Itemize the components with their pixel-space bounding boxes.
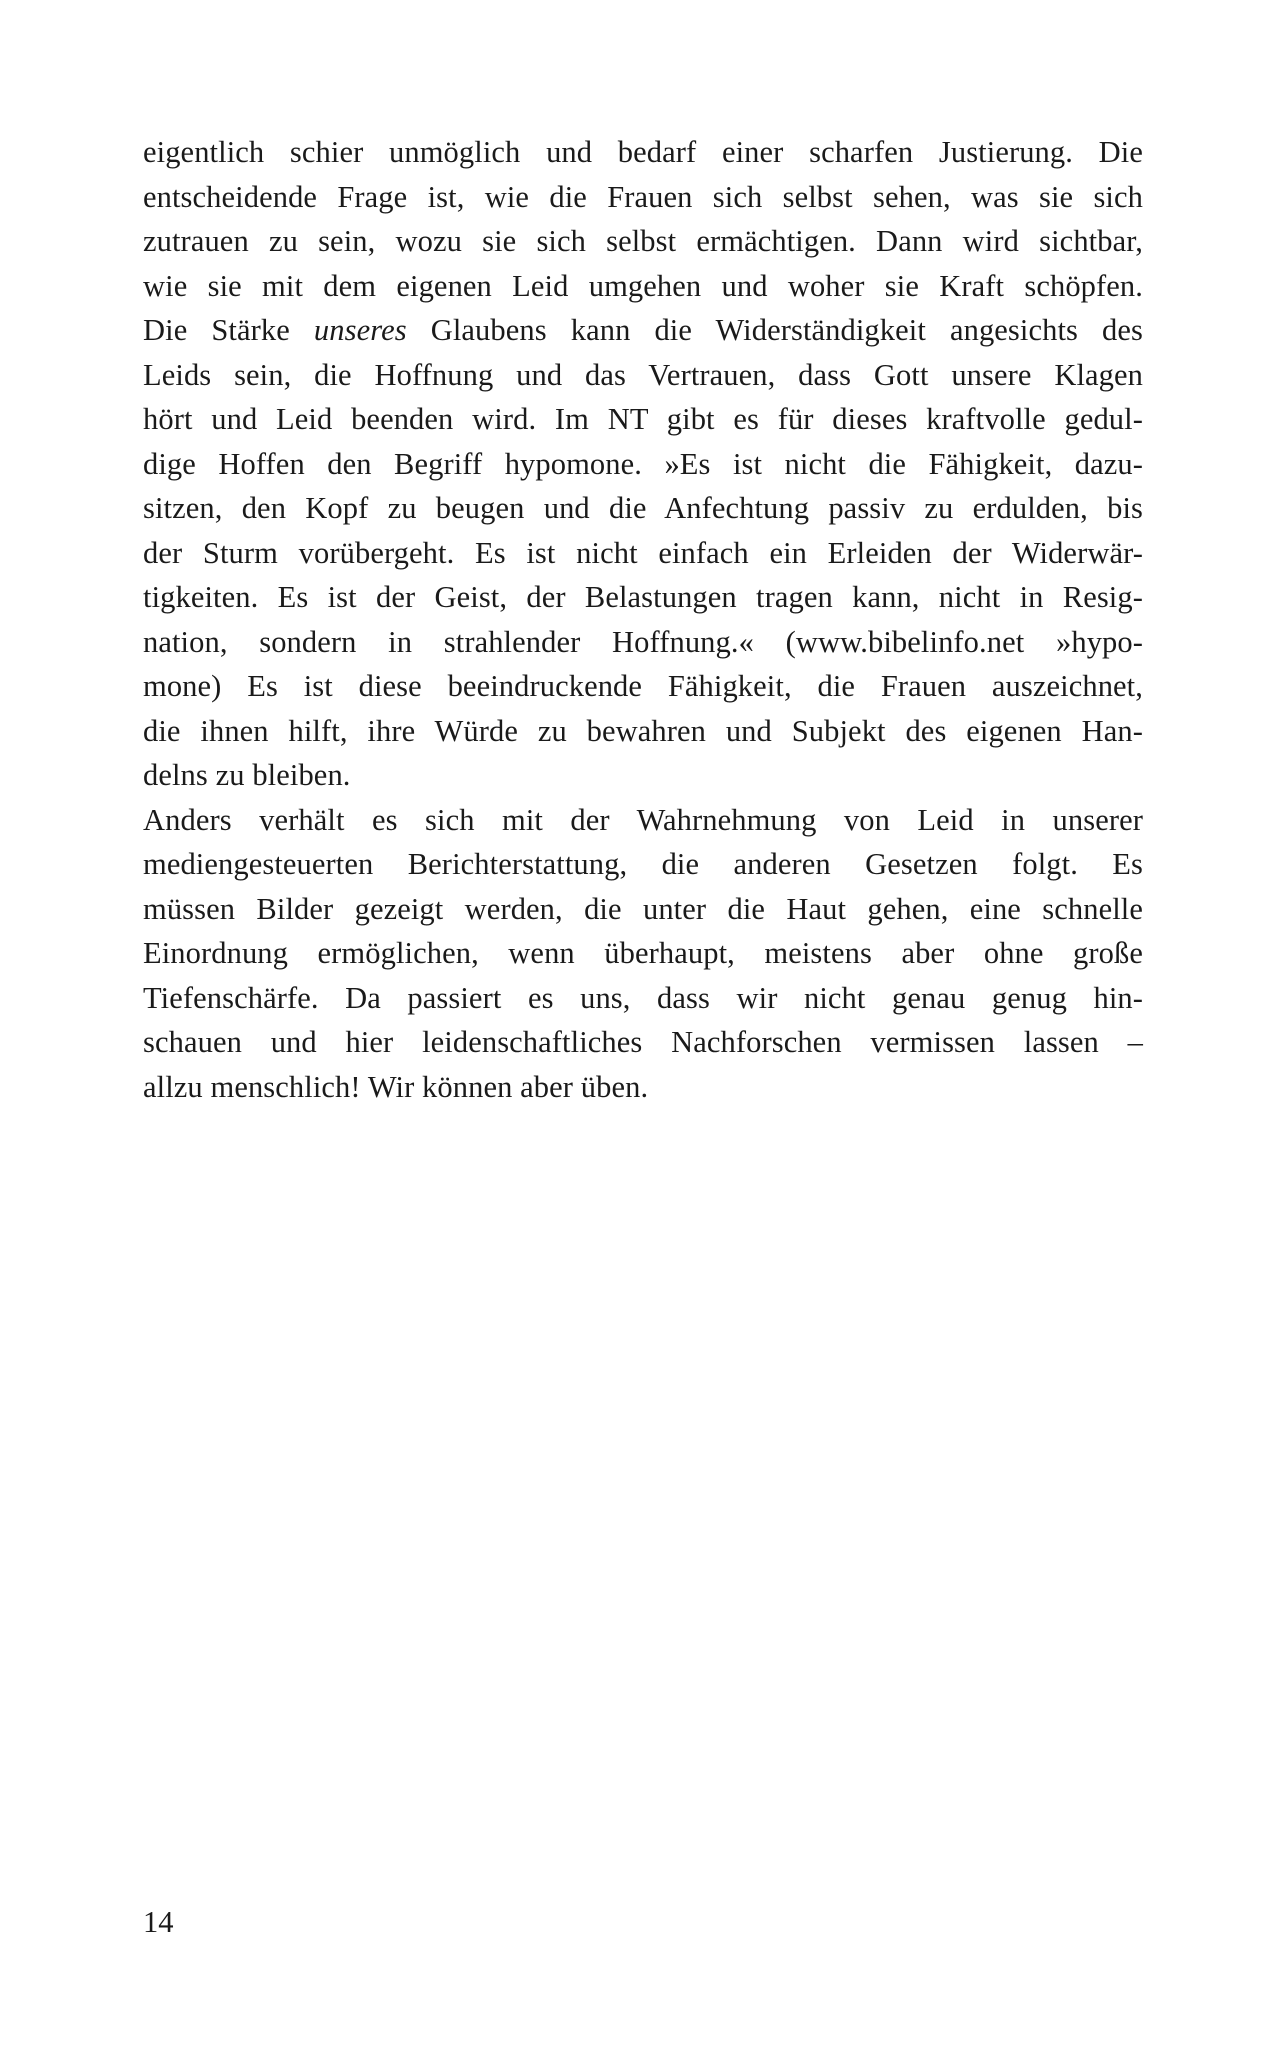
text-line: tigkeiten. Es ist der Geist, der Belastungen tragen kann, nicht in Resig-	[143, 580, 1143, 614]
text-line: hört und Leid beenden wird. Im NT gibt es für dieses kraftvolle gedul-	[143, 402, 1143, 436]
text-line: nation, sondern in strahlender Hoffnung.« (www.bibelinfo.net »hypo-	[143, 624, 1143, 659]
text-line: Leids sein, die Hoffnung und das Vertrauen, dass Gott unsere Klagen	[143, 357, 1143, 392]
text-line: zutrauen zu sein, wozu sie sich selbst ermächtigen. Dann wird sichtbar,	[143, 224, 1143, 258]
text-line: Tiefenschärfe. Da passiert es uns, dass wir nicht genau genug hin-	[143, 980, 1143, 1015]
text-line: Einordnung ermöglichen, wenn überhaupt, meistens aber ohne große	[143, 936, 1143, 970]
text-line: der Sturm vorübergeht. Es ist nicht einfach ein Erleiden der Widerwär-	[143, 535, 1143, 570]
text-line: entscheidende Frage ist, wie die Frauen sich selbst sehen, was sie sich	[143, 179, 1143, 214]
text-segment: Glaubens kann die Widerständigkeit angesichts des	[406, 313, 1143, 347]
page-number: 14	[143, 1905, 174, 1939]
body-text	[143, 130, 1143, 1109]
text-line: mone) Es ist diese beeindruckende Fähigkeit, die Frauen auszeichnet,	[143, 669, 1143, 703]
text-line: mediengesteuerten Berichterstattung, die anderen Gesetzen folgt. Es	[143, 847, 1143, 881]
text-line: müssen Bilder gezeigt werden, die unter die Haut gehen, eine schnelle	[143, 891, 1143, 926]
text-line	[143, 308, 1143, 353]
text-line: delns zu bleiben.	[143, 758, 351, 792]
text-line: schauen und hier leidenschaftliches Nachforschen vermissen lassen –	[143, 1025, 1143, 1059]
text-line: allzu menschlich! Wir können aber üben.	[143, 1069, 649, 1104]
text-line: die ihnen hilft, ihre Würde zu bewahren und Subjekt des eigenen Han-	[143, 713, 1143, 748]
text-line: Anders verhält es sich mit der Wahrnehmung von Leid in unserer	[143, 802, 1143, 837]
text-line: wie sie mit dem eigenen Leid umgehen und woher sie Kraft schöpfen.	[143, 268, 1143, 303]
text-line: dige Hoffen den Begriff hypomone. »Es ist nicht die Fähigkeit, dazu-	[143, 446, 1143, 481]
emphasis-word: unseres	[313, 313, 407, 347]
text-segment: Die Stärke	[143, 313, 314, 347]
text-line: sitzen, den Kopf zu beugen und die Anfechtung passiv zu erdulden, bis	[143, 491, 1143, 525]
text-line: eigentlich schier unmöglich und bedarf einer scharfen Justierung. Die	[143, 135, 1143, 169]
